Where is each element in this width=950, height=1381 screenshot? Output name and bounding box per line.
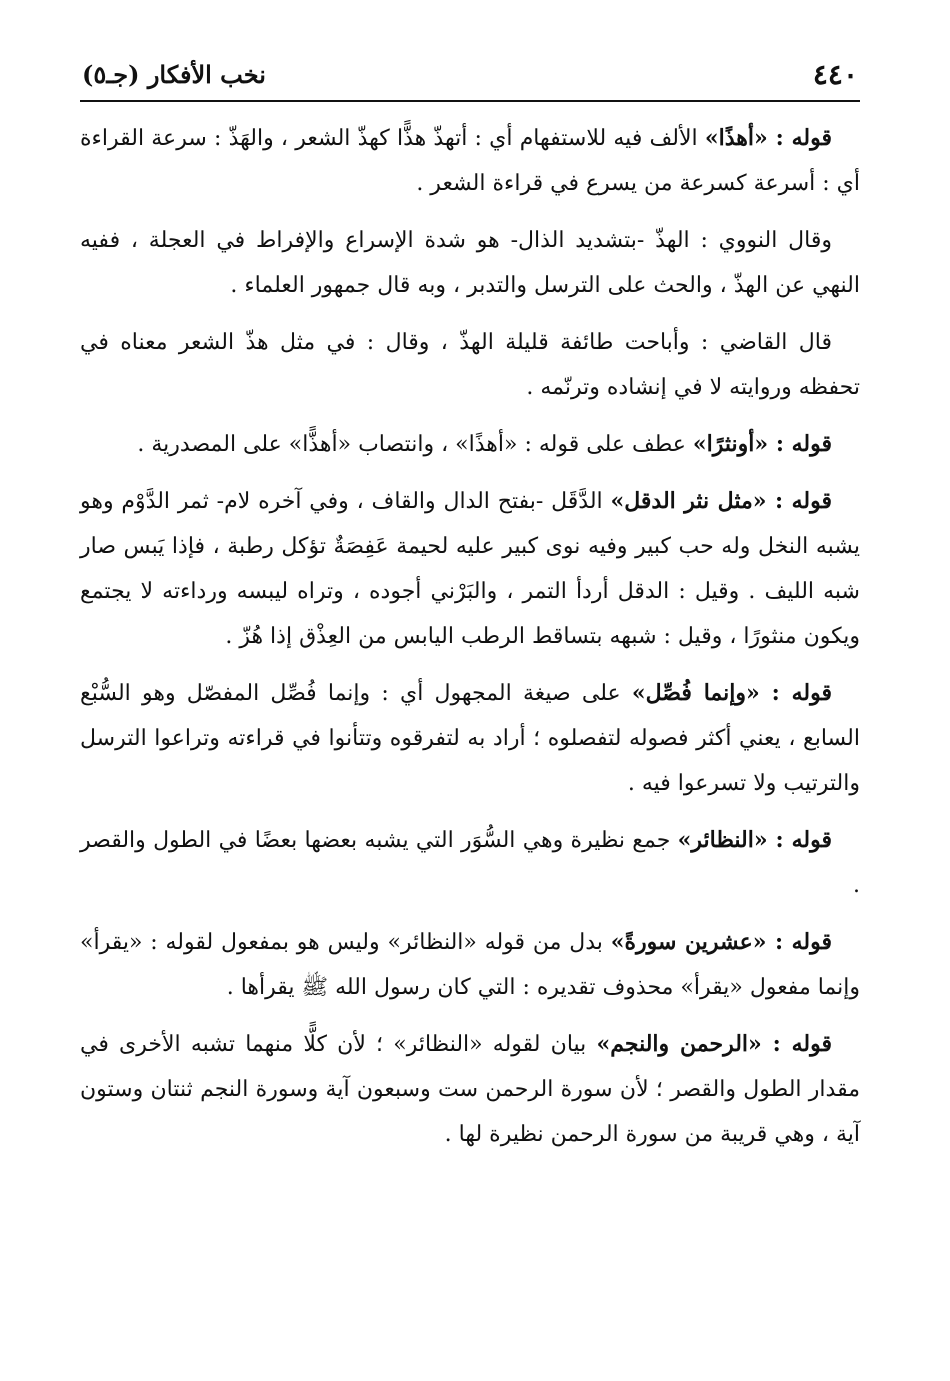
paragraph	[80, 479, 860, 659]
paragraph-text: بيان لقوله «النظائر» ؛ لأن كلًّا منهما تشبه الأخرى في مقدار الطول والقصر ؛ لأن سورة الرحمن ست وسبعون آية وسورة النجم ثنتان وستون آية ، وهي قريبة من سورة الرحمن نظيرة لها .	[80, 1032, 861, 1147]
paragraph-text: جمع نظيرة وهي السُّوَر التي يشبه بعضها بعضًا في الطول والقصر .	[80, 828, 860, 898]
paragraph	[80, 818, 860, 908]
page-number: ٤٤٠	[812, 58, 858, 91]
paragraph-text: على صيغة المجهول أي : وإنما فُصِّل المفصّل وهو السُّبْع السابع ، يعني أكثر فصوله لتفصلوه ؛ أراد به لتفرقوه وتتأنوا في قراءته وتراعوا الترسل والترتيب ولا تسرعوا فيه .	[80, 681, 860, 796]
paragraph	[80, 671, 860, 806]
paragraph-text: بدل من قوله «النظائر» وليس هو بمفعول لقوله : «يقرأ» وإنما مفعول «يقرأ» محذوف تقديره : التي كان رسول الله ﷺ يقرأها .	[80, 930, 860, 1000]
paragraph-text: قال القاضي : وأباحت طائفة قليلة الهذّ ، وقال : في مثل هذّ الشعر معناه في تحفظه وروايته لا في إنشاده وترنّمه .	[80, 330, 860, 400]
paragraph-lead: قوله : «أهذًا»	[704, 125, 832, 151]
paragraph-lead: قوله : «الرحمن والنجم»	[596, 1031, 832, 1057]
paragraph	[80, 1022, 860, 1157]
body-text	[80, 116, 860, 1157]
paragraph	[80, 320, 860, 410]
paragraph-lead: قوله : «وإنما فُصِّل»	[631, 680, 833, 706]
paragraph-text: وقال النووي : الهذّ -بتشديد الذال- هو شدة الإسراع والإفراط في العجلة ، ففيه النهي عن الهذّ ، والحث على الترسل والتدبر ، وبه قال جمهور العلماء .	[80, 228, 860, 298]
paragraph	[80, 116, 860, 206]
page-header	[80, 52, 860, 102]
running-title: نخب الأفكار (جـ٥)	[82, 60, 266, 89]
paragraph	[80, 920, 860, 1010]
paragraph-text: الدَّقَل -بفتح الدال والقاف ، وفي آخره لام- ثمر الدَّوْم وهو يشبه النخل وله حب كبير وفيه نوى كبير عليه لحيمة عَفِصَةٌ تؤكل رطبة ، فإذا يَبس صار شبه الليف . وقيل : الدقل أردأ التمر ، والبَرْني أجوده ، وتراه ليبسه ورداءته لا يجتمع ويكون منثورًا ، وقيل : شبهه بتساقط الرطب اليابس من العِذْق إذا هُزّ .	[80, 489, 860, 649]
paragraph-lead: قوله : «مثل نثر الدقل»	[610, 488, 832, 514]
paragraph-text: عطف على قوله : «أهذًا» ، وانتصاب «أهذًّا» على المصدرية .	[137, 432, 693, 457]
paragraph-lead: قوله : «النظائر»	[677, 827, 832, 853]
book-page	[80, 52, 860, 1169]
paragraph-text: الألف فيه للاستفهام أي : أتهذّ هذًّا كهذّ الشعر ، والهَذّ : سرعة القراءة أي : أسرعة كسرعة من يسرع في قراءة الشعر .	[80, 126, 860, 196]
paragraph-lead: قوله : «أونثرًا»	[692, 431, 832, 457]
paragraph	[80, 218, 860, 308]
paragraph-lead: قوله : «عشرين سورةً»	[610, 929, 832, 955]
paragraph	[80, 422, 860, 467]
